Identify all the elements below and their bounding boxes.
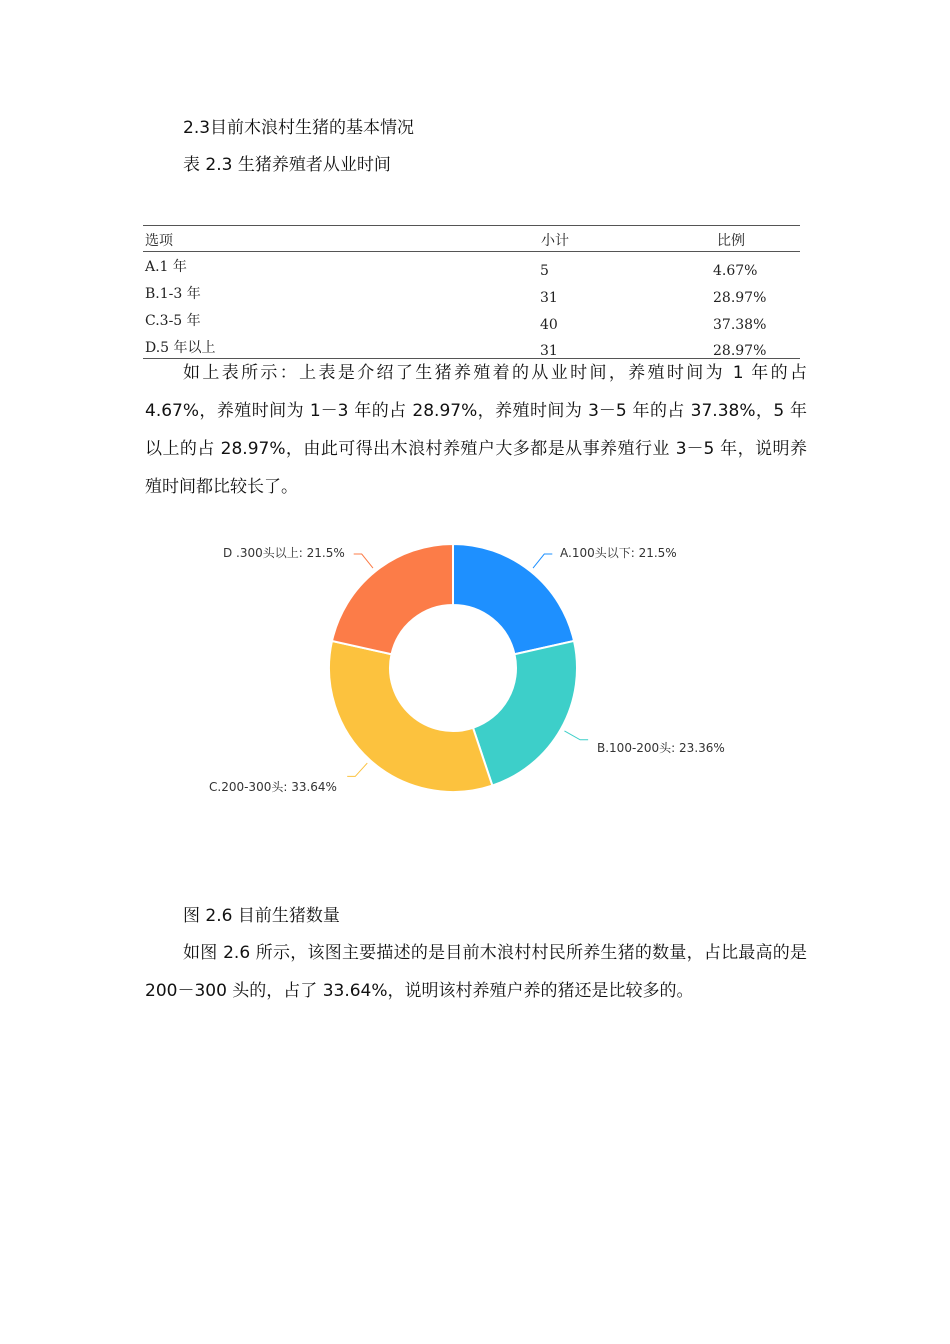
figure-caption: 图 2.6 目前生猪数量: [183, 906, 340, 926]
donut-slice: [473, 641, 577, 786]
table-header-rule: [143, 251, 800, 252]
table-cell-ratio: 4.67%: [713, 263, 758, 279]
table-header-option: 选项: [145, 233, 173, 249]
donut-slice: [453, 544, 574, 654]
table-cell-option: C.3-5 年: [145, 313, 201, 329]
donut-leader-line: [564, 731, 588, 740]
table-cell-option: A.1 年: [145, 259, 187, 275]
paragraph-1-text: 如上表所示：上表是介绍了生猪养殖着的从业时间，养殖时间为 1 年的占 4.67%，养殖时间为 1－3 年的占 28.97%，养殖时间为 3－5 年的占 37.38%，5 年以上的占 28.97%，由此可得出木浪村养殖户大多都是从事养殖行业 3－5 年，说明养殖时间都比较长了。: [145, 363, 807, 497]
table-cell-ratio: 28.97%: [713, 290, 767, 306]
table-cell-count: 31: [540, 343, 558, 359]
table-header-count: 小计: [541, 233, 569, 249]
donut-slice: [332, 544, 453, 654]
table-cell-count: 5: [540, 263, 549, 279]
table-cell-option: D.5 年以上: [145, 340, 216, 356]
table-top-rule: [143, 225, 800, 226]
table-cell-option: B.1-3 年: [145, 286, 201, 302]
table-cell-ratio: 37.38%: [713, 317, 767, 333]
paragraph-figure-analysis: [145, 934, 807, 1010]
donut-slice-label: C.200-300头: 33.64%: [209, 780, 337, 794]
table-cell-count: 40: [540, 317, 558, 333]
paragraph-table-analysis: [145, 354, 807, 506]
donut-leader-line: [533, 554, 552, 568]
paragraph-2-text: 如图 2.6 所示，该图主要描述的是目前木浪村村民所养生猪的数量，占比最高的是 200－300 头的，占了 33.64%，说明该村养殖户养的猪还是比较多的。: [145, 943, 807, 1001]
donut-leader-line: [354, 554, 373, 568]
donut-slice-label: A.100头以下: 21.5%: [560, 546, 677, 560]
table-cell-count: 31: [540, 290, 558, 306]
table-caption: 表 2.3 生猪养殖者从业时间: [183, 155, 391, 175]
donut-slice-label: D .300头以上: 21.5%: [223, 546, 345, 560]
section-title: 2.3目前木浪村生猪的基本情况: [183, 118, 415, 138]
table-cell-ratio: 28.97%: [713, 343, 767, 359]
donut-chart-svg: [195, 528, 755, 818]
donut-slice-label: B.100-200头: 23.36%: [597, 741, 725, 755]
donut-chart: [195, 528, 755, 818]
donut-slice: [329, 641, 492, 792]
table-header-ratio: 比例: [717, 233, 745, 249]
donut-leader-line: [347, 763, 367, 776]
